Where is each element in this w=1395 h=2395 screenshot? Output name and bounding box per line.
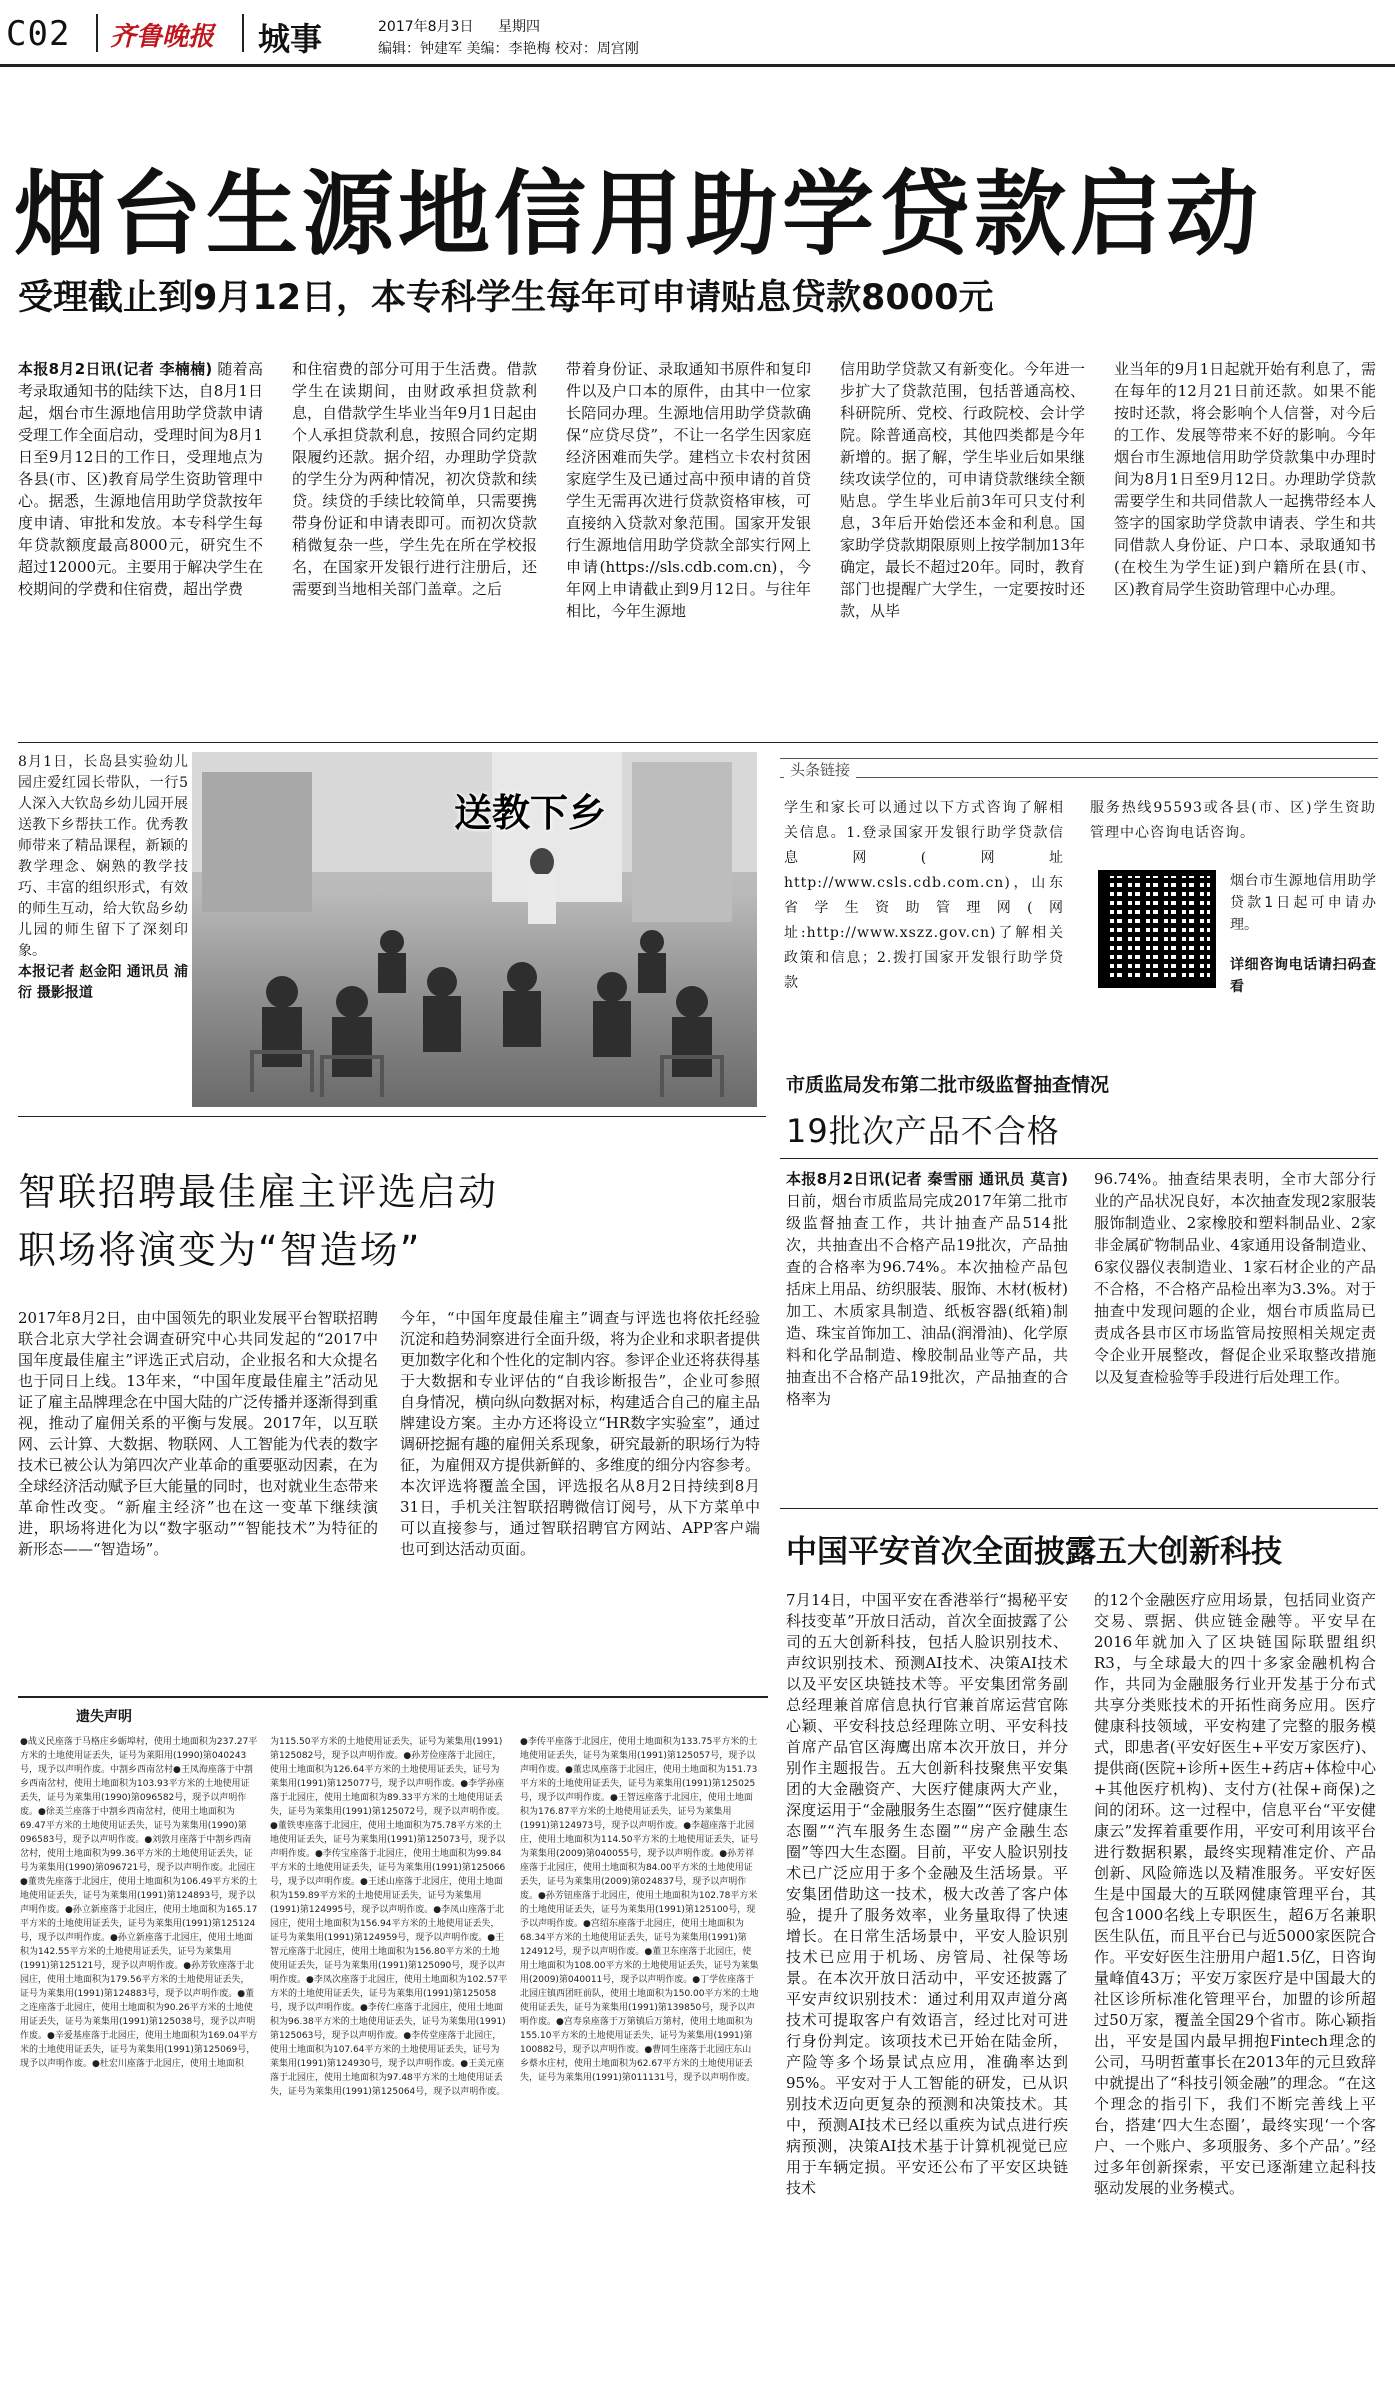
section-name: 城事 [258, 20, 323, 58]
divider [242, 14, 244, 52]
pingan-title: 中国平安首次全面披露五大创新科技 [786, 1534, 1282, 1570]
masthead [0, 0, 1395, 62]
photo-caption-text: 8月1日，长岛县实验幼儿园庄爱红园长带队，一行5人深入大钦岛乡幼儿园开展送教下乡帮扶工作。优秀教师带来了精品课程，新颖的教学理念、娴熟的教学技巧、丰富的组织形式，有效的师生互动，给大钦岛乡幼儿园的师生留下了深刻印象。 [18, 754, 188, 959]
lead-article-col-4: 信用助学贷款又有新变化。今年进一步扩大了贷款范围，包括普通高校、科研院所、党校、行政院校、会计学院。除普通高校，其他四类都是今年新增的。据了解，学生毕业后如果继续攻读学位的，可申请贷款继续全额贴息。学生毕业后前3年可只支付利息，3年后开始偿还本金和利息。国家助学贷款期限原则上按学制加13年确定，最长不超过20年。同时，教育部门也提醒广大学生，一定要按时还款，从毕 [840, 360, 1085, 620]
editors-line: 编辑：钟建军 美编：李艳梅 校对：周宫刚 [378, 41, 639, 57]
page-number: C02 [6, 14, 71, 54]
photo-caption [18, 752, 188, 1004]
quality-text: 日前，烟台市质监局完成2017年第二批市级监督抽查工作，共计抽查产品514批次，共抽查出不合格产品19批次，产品抽查的合格率为96.74%。本次抽检产品包括床上用品、纺织服装、服饰、木材(板材)加工、木质家具制造、纸板容器(纸箱)制造、珠宝首饰加工、油品(润滑油)、化学原料和化学品制造、橡胶制品业等产品，共抽查出不合格产品19批次，产品抽查的合格率为 [786, 1192, 1068, 1408]
sidebar-left-text: 学生和家长可以通过以下方式咨询了解相关信息。1.登录国家开发银行助学贷款信息网(网址http://www.csls.cdb.com.cn)，山东省学生资助管理网(网址:http://www.xszz.gov.cn)了解相关政策和信息；2.拨打国家开发银行助学贷款 [784, 800, 1064, 991]
lead-article-col-3: 带着身份证、录取通知书原件和复印件以及户口本的原件，由其中一位家长陪同办理。生源地信用助学贷款确保“应贷尽贷”，不让一名学生因家庭经济困难而失学。建档立卡农村贫困家庭学生及已通过高中预申请的首贷学生无需再次进行贷款资格审核，可直接纳入贷款对象范围。国家开发银行生源地信用助学贷款全部实行网上申请(https://sls.cdb.com.cn)，今年网上申请截止到9月12日。与往年相比，今年生源地 [566, 360, 811, 620]
pingan-col-2: 的12个金融医疗应用场景，包括同业资产交易、票据、供应链金融等。平安早在2016年就加入了区块链国际联盟组织R3，与全球最大的四十多家金融机构合作，共同为金融服务行业开发基于分布式共享分类账技术的开拓性商务应用。医疗健康科技领域，平安构建了完整的服务模式，即患者(平安好医生+平安万家医疗)、提供商(医院+诊所+医生+药店+体检中心+其他医疗机构)、支付方(社保+商保)之间的闭环。这一过程中，信息平台“平安健康云”发挥着重要作用，平安可利用该平台进行数据积累，最终实现精准定价、产品创新、风险筛选以及精准服务。平安好医生是中国最大的互联网健康管理平台，其包含1000名线上专职医生，超6万名兼职医生队伍，而且平台已与近5000家医院合作。平安好医生注册用户超1.5亿，日咨询量峰值43万；平安万家医疗是中国最大的社区诊所标准化管理平台，加盟的诊所超过50万家，覆盖全国29个省市。陈心颖指出，平安是国内最早拥抱Fintech理念的公司，马明哲董事长在2013年的元旦致辞中就提出了“科技引领金融”的理念。“在这个理念的指引下，我们不断完善线上平台，搭建‘四大生态圈’，最终实现‘一个客户、一个账户、多项服务、多个产品’。”经过多年创新探索，平安已逐渐建立起科技驱动发展的业务模式。 [1094, 1591, 1376, 2197]
recruit-title-2: 职场将演变为“智造场” [18, 1228, 422, 1272]
divider [96, 14, 98, 52]
lead-article-col-1 [18, 358, 263, 600]
sidebar-box [780, 752, 1378, 1062]
recruit-rule [18, 1116, 766, 1117]
notices-col-2: 为115.50平方米的土地使用证丢失，证号为莱集用(1991)第125082号，现予以声明作废。●孙芳俭座落于北园庄，使用土地面积为126.64平方米的土地使用证丢失，证号为莱集用(1991)第125077号，现予以声明作废。●李学孙座落于北园庄，使用土地面积为89.33平方米的土地使用证丢失，证号为莱集用(1991)第125072号，现予以声明作废。●董铁枣座落于北园庄，使用土地面积为75.78平方米的土地使用证丢失，证号为莱集用(1991)第125073号，现予以声明作废。●李传宝座落于北园庄，使用土地面积为99.84平方米的土地使用证丢失，证号为莱集用(1991)第125066号，现予以声明作废。●王述山座落于北园庄，使用土地面积为159.89平方米的土地使用证丢失，证号为莱集用(1991)第124995号，现予以声明作废。●李凤山座落于北园庄，使用土地面积为156.94平方米的土地使用证丢失，证号为莱集用(1991)第124959号，现予以声明作废。●王智元座落于北园庄，使用土地面积为156.80平方米的土地使用证丢失，证号为莱集用(1991)第125090号，现予以声明作废。●李凤次座落于北园庄，使用土地面积为102.57平方米的土地使用证丢失，证号为莱集用(1991)第125058号，现予以声明作废。●李传仁座落于北园庄，使用土地面积为96.38平方米的土地使用证丢失，证号为莱集用(1991)第125063号，现予以声明作废。●李传堂座落于北园庄，使用土地面积为107.64平方米的土地使用证丢失，证号为莱集用(1991)第124930号，现予以声明作废。●王美元座落于北园庄，使用土地面积为97.48平方米的土地使用证丢失，证号为莱集用(1991)第125064号，现予以声明作废。 [270, 1737, 508, 2097]
qr-note: 烟台市生源地信用助学贷款1日起可申请办理。 [1230, 873, 1376, 933]
notices-col-1: ●战义民座落于马格庄乡蛎埠村，使用土地面积为237.27平方米的土地使用证丢失，证号为莱阳用(1990)第040243号，现予以声明作废。中割乡西南岔村●王凤海座落于中割乡西南岔村，使用土地面积为103.93平方米的土地使用证丢失，证号为莱集用(1990)第096582号，现予以声明作废。●徐美兰座落于中割乡西南岔村，使用土地面积为69.47平方米的土地使用证丢失，证号为莱集用(1990)第096583号，现予以声明作废。●刘敦月座落于中割乡西南岔村，使用土地面积为99.36平方米的土地使用证丢失，证号为莱集用(1990)第096721号，现予以声明作废。北园庄●董贵先座落于北园庄，使用土地面积为106.49平方米的土地使用证丢失，证号为莱集用(1991)第124893号，现予以声明作废。●孙立新座落于北园庄，使用土地面积为165.17平方米的土地使用证丢失，证号为莱集用(1991)第125124号，现予以声明作废。●孙立新座落于北园庄，使用土地面积为142.55平方米的土地使用证丢失，证号为莱集用(1991)第125121号，现予以声明作废。●孙芳钦座落于北园庄，使用土地面积为179.56平方米的土地使用证丢失，证号为莱集用(1991)第124883号，现予以声明作废。●董之连座落于北园庄，使用土地面积为90.26平方米的土地使用证丢失，证号为莱集用(1991)第125038号，现予以声明作废。●辛爱基座落于北园庄，使用土地面积为169.04平方米的土地使用证丢失，证号为莱集用(1991)第125069号，现予以声明作废。●杜宏川座落于北园庄，使用土地面积 [20, 1737, 258, 2069]
lead-byline: 本报8月2日讯(记者 李楠楠) [18, 360, 213, 378]
pingan-col-1: 7月14日，中国平安在香港举行“揭秘平安科技变革”开放日活动，首次全面披露了公司的五大创新科技，包括人脸识别技术、声纹识别技术、预测AI技术、决策AI技术以及平安区块链技术等。平安集团常务副总经理兼首席信息执行官兼首席运营官陈心颖、平安科技总经理陈立明、平安科技首席产品官区海鹰出席本次开放日，并分别作主题报告。五大创新科技聚焦平安集团的大金融资产、大医疗健康两大产业，深度运用于“金融服务生态圈”“医疗健康生态圈”“汽车服务生态圈”“房产金融生态圈”等四大生态圈。目前，平安人脸识别技术已广泛应用于多个金融及生活场景。平安集团借助这一技术，极大改善了客户体验，提升了服务效率，业务量取得了快速增长。在日常生活场景中，平安人脸识别技术已应用于机场、房管局、社保等场景。在本次开放日活动中，平安还披露了平安声纹识别技术：通过利用双声道分离技术可提取客户有效语言，经过比对可进行身份判定。该项技术已开始在陆金所，产险等多个场景试点应用，准确率达到95%。平安对于人工智能的研发，已从识别技术迈向更复杂的预测和决策技术。其中，预测AI技术已经以重疾为试点进行疾病预测，决策AI技术基于计算机视觉已应用于车辆定损。平安还公布了平安区块链技术 [786, 1591, 1068, 2197]
lead-text: 随着高考录取通知书的陆续下达，自8月1日起，烟台市生源地信用助学贷款申请受理工作全面启动，受理时间为8月1日至9月12日的工作日，受理地点为各县(市、区)教育局学生资助管理中心。据悉，生源地信用助学贷款按年度申请、审批和发放。本专科学生每年贷款额度最高8000元，研究生不超过12000元。主要用于解决学生在校期间的学费和住宿费，超出学费 [18, 360, 263, 598]
issue-weekday: 星期四 [498, 19, 540, 35]
quality-byline: 本报8月2日讯(记者 秦雪丽 通讯员 莫言) [786, 1170, 1068, 1188]
recruit-title-1: 智联招聘最佳雇主评选启动 [18, 1170, 499, 1214]
qr-code[interactable] [1098, 870, 1216, 988]
quality-col-1 [786, 1168, 1068, 1410]
qr-scan-note: 详细咨询电话请扫码查看 [1230, 957, 1376, 995]
sidebar-title-bar [780, 758, 1378, 778]
lead-article-col-2: 和住宿费的部分可用于生活费。借款学生在读期间，由财政承担贷款利息，自借款学生毕业当年9月1日起由个人承担贷款利息，按照合同约定期限履约还款。据介绍，办理助学贷款的学生分为两种情况，初次贷款和续贷。续贷的手续比较简单，只需要携带身份证和申请表即可。而初次贷款稍微复杂一些，学生先在所在学校报名，在国家开发银行进行注册后，还需要到当地相关部门盖章。之后 [292, 360, 537, 598]
quality-kicker: 市质监局发布第二批市级监督抽查情况 [786, 1074, 1110, 1096]
main-subheadline: 受理截止到9月12日，本专科学生每年可申请贴息贷款8000元 [18, 278, 994, 318]
quality-col-2: 96.74%。抽查结果表明，全市大部分行业的产品状况良好，本次抽查发现2家服装服饰制造业、2家橡胶和塑料制品业、2家非金属矿物制品业、4家通用设备制造业、6家仪器仪表制造业、1家石材企业的产品不合格，不合格产品检出率为3.3%。对于抽查中发现问题的企业，烟台市质监局已责成各县市区市场监管局按照相关规定责令企业开展整改，督促企业采取整改措施以及复查检验等手段进行后处理工作。 [1094, 1170, 1376, 1386]
lead-article-col-5: 业当年的9月1日起就开始有利息了，需在每年的12月21日前还款。如果不能按时还款，将会影响个人信誉，对今后的工作、发展等带来不好的影响。今年烟台市生源地信用助学贷款集中办理时间为8月1日至9月12日。办理助学贷款需要学生和共同借款人一起携带经本人签字的国家助学贷款申请表、学生和共同借款人身份证、户口本、录取通知书(在校生为学生证)到户籍所在县(市、区)教育局学生资助管理中心办理。 [1114, 360, 1376, 598]
paper-logo: 齐鲁晚报 [110, 22, 215, 52]
photo-title: 送教下乡 [454, 791, 607, 835]
photo-credit: 本报记者 赵金阳 通讯员 浦衍 摄影报道 [18, 964, 188, 1001]
main-headline: 烟台生源地信用助学贷款启动 [14, 161, 1263, 268]
sidebar-title: 头条链接 [784, 759, 856, 780]
recruit-col-1: 2017年8月2日，由中国领先的职业发展平台智联招聘联合北京大学社会调查研究中心共同发起的“2017中国年度最佳雇主”评选正式启动，企业报名和大众提名也于同日上线。13年来，“中国年度最佳雇主”活动见证了雇主品牌理念在中国大陆的广泛传播并逐渐得到重视，推动了雇佣关系的平衡与发展。2017年，以互联网、云计算、大数据、物联网、人工智能为代表的数字技术已被公认为第四次产业革命的重要驱动因素，在为全球经济活动赋予巨大能量的同时，也对就业生态带来革命性改变。“新雇主经济”也在这一变革下继续演进，职场将进化为以“数字驱动”“智能技术”为特征的新形态——“智造场”。 [18, 1309, 379, 1558]
pingan-rule [780, 1508, 1378, 1509]
issue-date: 2017年8月3日 [378, 19, 474, 35]
classroom-photo [192, 752, 757, 1107]
masthead-rule [0, 64, 1395, 67]
quality-title: 19批次产品不合格 [786, 1112, 1060, 1150]
recruit-col-2: 今年，“中国年度最佳雇主”调查与评选也将依托经验沉淀和趋势洞察进行全面升级，将为企业和求职者提供更加数字化和个性化的定制内容。参评企业还将获得基于大数据和专业评估的“自我诊断报告”，企业可参照自身情况，横向纵向数据对标，构建适合自己的雇主品牌建设方案。主办方还将设立“HR数字实验室”，通过调研挖掘有趣的雇佣关系现象，研究最新的职场行为特征，为雇佣双方提供新鲜的、多维度的细分内容参考。本次评选将覆盖全国，评选报名从8月2日持续到8月31日，手机关注智联招聘微信订阅号，从下方菜单中可以直接参与，通过智联招聘官方网站、APP客户端也可到达活动页面。 [400, 1309, 761, 1558]
section-rule [18, 742, 1378, 743]
notices-title: 遗失声明 [76, 1709, 132, 1725]
quality-rule [780, 1158, 1378, 1159]
notices-col-3: ●李传平座落于北园庄，使用土地面积为133.75平方米的土地使用证丢失，证号为莱集用(1991)第125057号，现予以声明作废。●董忠凤座落于北园庄，使用土地面积为151.73平方米的土地使用证丢失，证号为莱集用(1991)第125025号，现予以声明作废。●王智远座落于北园庄，使用土地面积为176.87平方米的土地使用证丢失，证号为莱集用(1991)第124973号，现予以声明作废。●李超座落于北园庄，使用土地面积为114.50平方米的土地使用证丢失，证号为莱集用(2009)第040055号，现予以声明作废。●孙芳祥座落于北园庄，使用土地面积为84.00平方米的土地使用证丢失，证号为莱集用(2009)第024837号，现予以声明作废。●孙芳钮座落于北园庄，使用土地面积为102.78平方米的土地使用证丢失，证号为莱集用(1991)第125100号，现予以声明作废。●宫绍东座落于北园庄，使用土地面积为68.34平方米的土地使用证丢失，证号为莱集用(1991)第124912号，现予以声明作废。●董卫东座落于北园庄，使用土地面积为108.00平方米的土地使用证丢失，证号为莱集用(2009)第040011号，现予以声明作废。●丁学佐座落于北园庄镇西团旺前队，使用土地面积为150.00平方米的土地使用证丢失，证号为莱集用(1991)第139850号，现予以声明作废。●宫寿泉座落于万第镇后万第村，使用土地面积为155.10平方米的土地使用证丢失，证号为莱集用(1991)第100882号，现予以声明作废。●曹同生座落于北园庄东山乡蔡水庄村，使用土地面积为62.67平方米的土地使用证丢失，证号为莱集用(1991)第011131号，现予以声明作废。 [520, 1737, 759, 2083]
sidebar-right-text: 服务热线95593或各县(市、区)学生资助管理中心咨询电话咨询。 [1090, 800, 1376, 841]
